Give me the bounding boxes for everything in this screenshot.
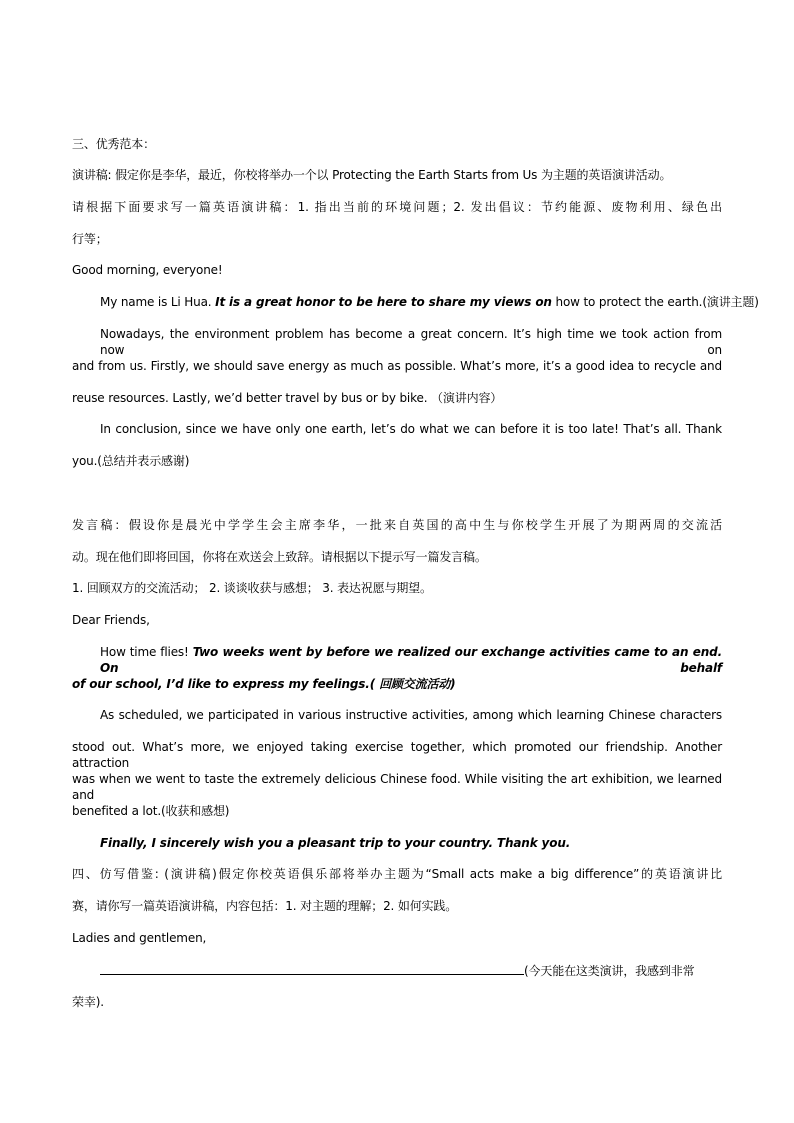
remark-points: 1. 回顾双方的交流活动； 2. 谈谈收获与感想； 3. 表达祝愿与期望。 bbox=[72, 581, 432, 595]
section-4-task-line-1: 四、仿写借鉴: (演讲稿)假定你校英语俱乐部将举办主题为“Small acts make a big difference”的英语演讲比 bbox=[72, 867, 722, 881]
section-3-heading: 三、优秀范本： bbox=[72, 137, 155, 151]
section-4-task-line-2: 赛，请你写一篇英语演讲稿，内容包括：1. 对主题的理解；2. 如何实践。 bbox=[72, 899, 458, 913]
remark-task-line-1: 发言稿：假设你是晨光中学学生会主席李华，一批来自英国的高中生与你校学生开展了为期两周的交流活 bbox=[72, 518, 722, 532]
remark-task-line-2: 动。现在他们即将回国，你将在欢送会上致辞。请根据以下提示写一篇发言稿。 bbox=[72, 550, 487, 564]
speech-p2-line-2: and from us. Firstly, we should save energy as much as possible. What’s more, it’s a good idea to recycle and bbox=[72, 359, 722, 373]
speech-paragraph-1 bbox=[100, 294, 759, 310]
fill-in-line bbox=[100, 962, 722, 979]
remark-p1-highlight: Two weeks went by before we realized our exchange activities came to an end. On behalf bbox=[100, 645, 722, 675]
remark-p1-line-2: of our school, I’d like to express my feelings.( 回顾交流活动) bbox=[72, 677, 456, 691]
answer-blank[interactable] bbox=[100, 962, 524, 975]
speech-p1-end: how to protect the earth.(演讲主题) bbox=[551, 295, 759, 309]
speech-task-line-2: 请根据下面要求写一篇英语演讲稿：1. 指出当前的环境问题；2. 发出倡议：节约能源、废物利用、绿色出 bbox=[72, 200, 722, 214]
speech-task-line-3: 行等； bbox=[72, 232, 108, 246]
section-4-greeting: Ladies and gentlemen, bbox=[72, 931, 207, 945]
remark-p2-line-1: As scheduled, we participated in various instructive activities, among which learning Chinese characters bbox=[100, 708, 722, 722]
speech-p2-line-1: Nowadays, the environment problem has become a great concern. It’s high time we took action from now on bbox=[100, 327, 722, 357]
remark-p1-intro: How time flies! bbox=[100, 645, 193, 659]
remark-p2-line-3: was when we went to taste the extremely delicious Chinese food. While visiting the art exhibition, we learned and bbox=[72, 772, 722, 802]
remark-p1-line-1 bbox=[100, 644, 722, 676]
speech-p1-intro: My name is Li Hua. bbox=[100, 295, 216, 309]
speech-greeting: Good morning, everyone! bbox=[72, 263, 223, 277]
speech-p3-line-2: you.(总结并表示感谢) bbox=[72, 454, 190, 468]
speech-p3-line-1: In conclusion, since we have only one earth, let’s do what we can before it is too late! That’s all. Thank bbox=[100, 422, 722, 436]
remark-p2-line-4: benefited a lot.(收获和感想) bbox=[72, 804, 230, 818]
remark-p2-line-2: stood out. What’s more, we enjoyed taking exercise together, which promoted our friendship. Another attraction bbox=[72, 740, 722, 770]
blank-hint: (今天能在这类演讲，我感到非常 bbox=[524, 964, 695, 978]
speech-task-line-1: 演讲稿: 假定你是李华，最近，你校将举办一个以 Protecting the Earth Starts from Us 为主题的英语演讲活动。 bbox=[72, 168, 672, 182]
remark-greeting: Dear Friends, bbox=[72, 613, 150, 627]
speech-p2-line-3: reuse resources. Lastly, we’d better travel by bus or by bike. （演讲内容） bbox=[72, 391, 503, 405]
blank-hint-line-2: 荣幸). bbox=[72, 995, 104, 1009]
remark-closing: Finally, I sincerely wish you a pleasant trip to your country. Thank you. bbox=[100, 836, 571, 850]
speech-p1-highlight: It is a great honor to be here to share my views on bbox=[215, 295, 552, 309]
